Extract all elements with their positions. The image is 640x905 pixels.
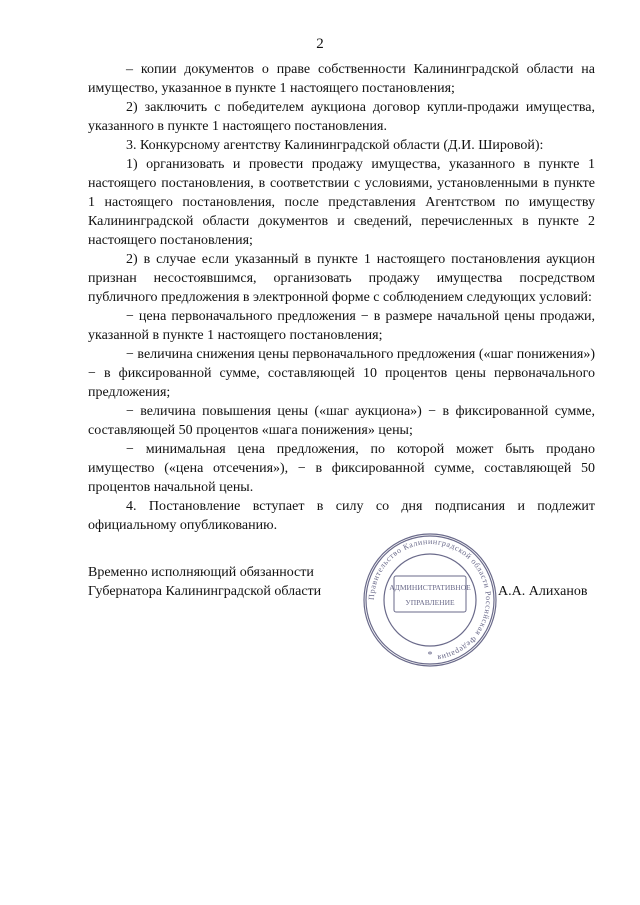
- paragraph: 2) в случае если указанный в пункте 1 настоящего постановления аукцион признан несостоявшимся, организовать продажу имущества посредством публичного предложения в электронной форме с соблюдением следующих условий:: [88, 252, 595, 305]
- signatory-title: [88, 563, 321, 601]
- svg-text:*: *: [427, 650, 433, 661]
- paragraph: − цена первоначального предложения − в размере начальной цены продажи, указанной в пункте 1 настоящего постановления;: [88, 309, 595, 343]
- signatory-title-line: Временно исполняющий обязанности: [88, 565, 314, 580]
- page-number: 2: [316, 36, 324, 52]
- seal-outer-text: Правительство Калининградской области Российская Федерация: [366, 536, 494, 663]
- paragraph: – копии документов о праве собственности Калининградской области на имущество, указанное в пункте 1 настоящего постановления;: [88, 62, 595, 96]
- paragraph: 2) заключить с победителем аукциона договор купли-продажи имущества, указанного в пункте 1 настоящего постановления.: [88, 100, 595, 134]
- seal-inner-line-2: УПРАВЛЕНИЕ: [405, 598, 455, 607]
- signatory-title-line: Губернатора Калининградской области: [88, 584, 322, 599]
- paragraph: − величина снижения цены первоначального предложения («шаг понижения») − в фиксированной сумме, составляющей 10 процентов цены первоначального предложения;: [88, 347, 595, 400]
- signatory-name: А.А. Алиханов: [498, 584, 588, 599]
- official-seal-icon: [360, 530, 500, 670]
- paragraph: 3. Конкурсному агентству Калининградской области (Д.И. Шировой):: [126, 138, 544, 153]
- paragraph: 1) организовать и провести продажу имущества, указанного в пункте 1 настоящего постановления, в соответствии с условиями, установленными в пункте 1 настоящего постановления, после представления Агентством по имуществу Калининградской области документов и сведений, перечисленных в пункте 2 настоящего постановления;: [88, 157, 595, 248]
- paragraph: − минимальная цена предложения, по которой может быть продано имущество («цена отсечения»), − в фиксированной сумме, составляющей 50 процентов начальной цены.: [88, 442, 595, 495]
- paragraph: 4. Постановление вступает в силу со дня подписания и подлежит официальному опубликованию.: [88, 499, 595, 533]
- document-body: [88, 60, 595, 535]
- seal-inner-line-1: АДМИНИСТРАТИВНОЕ: [389, 583, 471, 592]
- paragraph: − величина повышения цены («шаг аукциона») − в фиксированной сумме, составляющей 50 процентов «шага понижения» цены;: [88, 404, 595, 438]
